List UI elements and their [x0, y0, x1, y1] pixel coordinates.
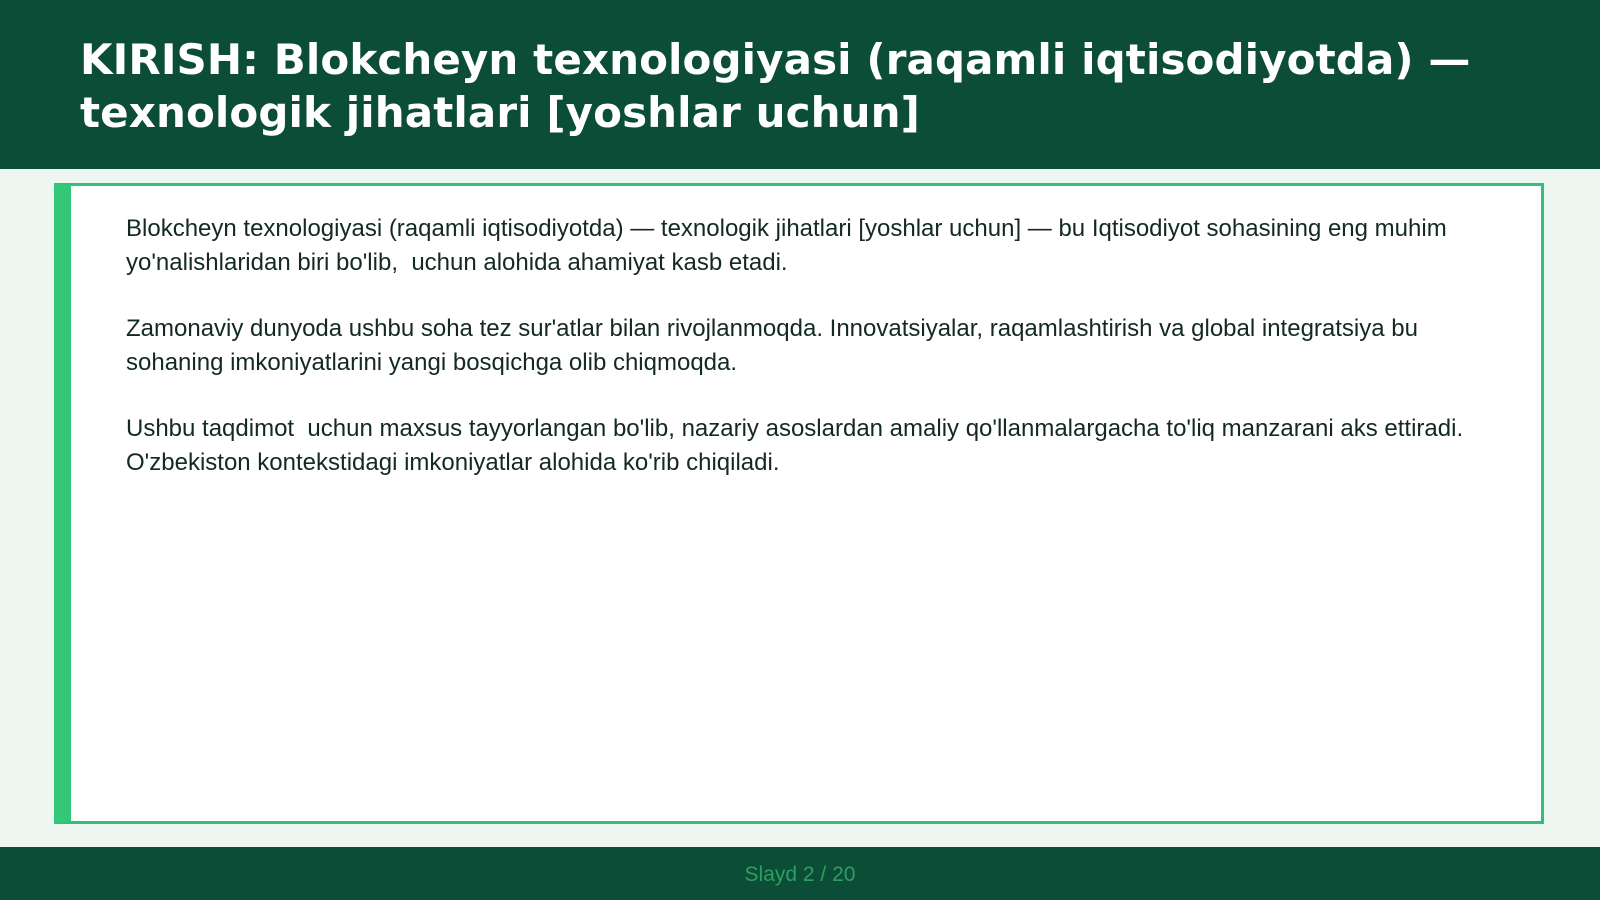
presentation-overview-paragraph: Ushbu taqdimot uchun maxsus tayyorlangan bo'lib, nazariy asoslardan amaliy qo'llanmalargacha to'liq manzarani aks ettiradi. O'zbekiston kontekstidagi imkoniyatlar alohida ko'rib chiqiladi. [126, 415, 1470, 476]
content-text [126, 212, 1506, 512]
slide-footer [0, 847, 1600, 900]
slide-header [0, 0, 1600, 169]
slide-number: Slayd 2 / 20 [744, 863, 856, 886]
content-card [54, 183, 1544, 824]
development-paragraph: Zamonaviy dunyoda ushbu soha tez sur'atlar bilan rivojlanmoqda. Innovatsiyalar, raqamlashtirish va global integratsiya bu sohaning imkoniyatlarini yangi bosqichga olib chiqmoqda. [126, 315, 1425, 376]
slide-title: KIRISH: Blokcheyn texnologiyasi (raqamli iqtisodiyotda) — texnologik jihatlari [yoshlar uchun] [80, 35, 1471, 137]
intro-paragraph: Blokcheyn texnologiyasi (raqamli iqtisodiyotda) — texnologik jihatlari [yoshlar uchun] — bu Iqtisodiyot sohasining eng muhim yo'nalishlaridan biri bo'lib, uchun alohida ahamiyat kasb etadi. [126, 215, 1454, 276]
